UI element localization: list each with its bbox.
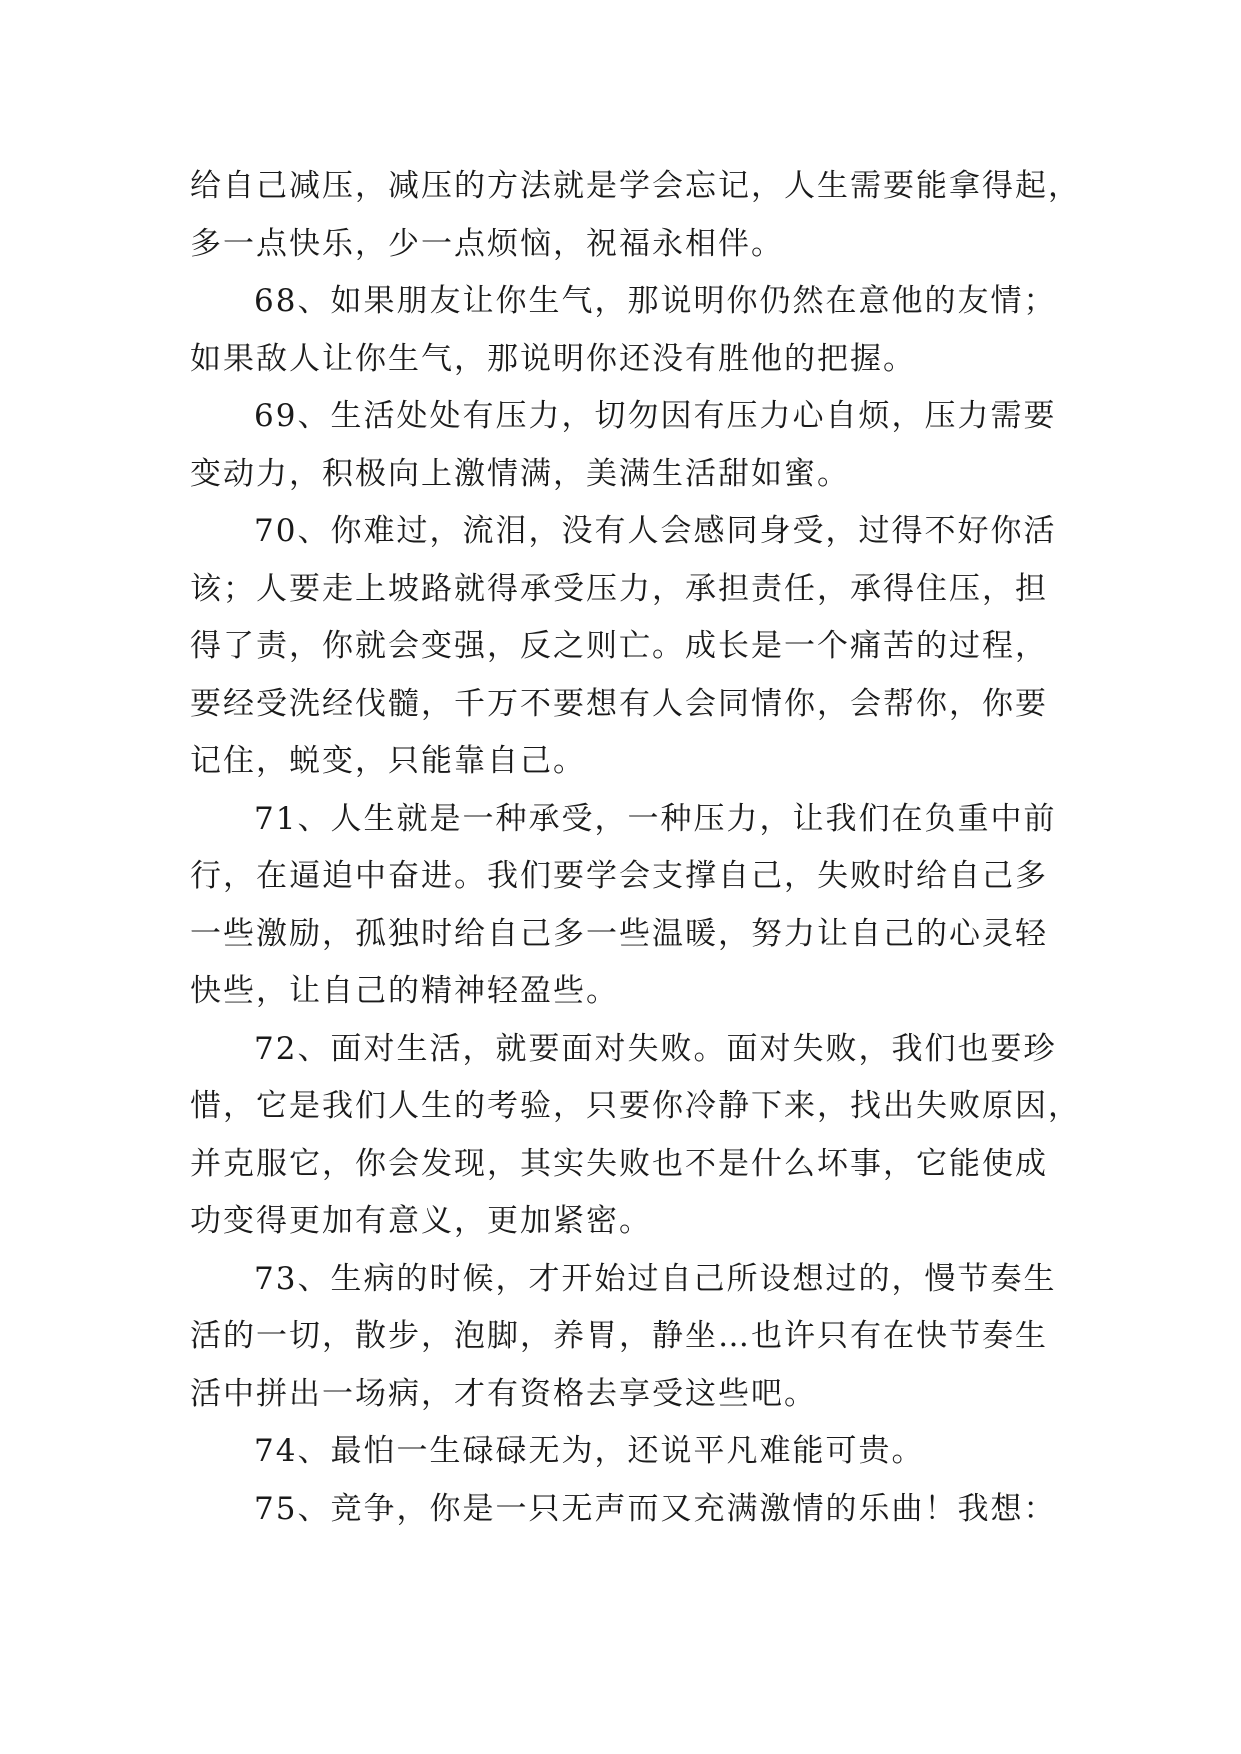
text-line: 功变得更加有意义，更加紧密。 [190, 1203, 652, 1239]
paragraph-72-line: 72、面对生活，就要面对失败。面对失败，我们也要珍 [254, 1030, 1057, 1067]
text-line: 记住，蜕变，只能靠自己。 [190, 743, 586, 779]
paragraph-71-line: 71、人生就是一种承受，一种压力，让我们在负重中前 [254, 800, 1057, 837]
text-line: 快些，让自己的精神轻盈些。 [190, 973, 619, 1009]
paragraph-69-line: 69、生活处处有压力，切勿因有压力心自烦，压力需要 [254, 398, 1057, 434]
text-line: 变动力，积极向上激情满，美满生活甜如蜜。 [190, 455, 850, 492]
paragraph-73-line: 73、生病的时候，才开始过自己所设想过的，慢节奏生 [254, 1260, 1057, 1297]
text-line: 该；人要走上坡路就得承受压力，承担责任，承得住压，担 [190, 570, 1048, 607]
paragraph-70-line: 70、你难过，流泪，没有人会感同身受，过得不好你活 [254, 513, 1057, 549]
text-line: 多一点快乐，少一点烦恼，祝福永相伴。 [190, 225, 784, 262]
paragraph-74-line: 74、最怕一生碌碌无为，还说平凡难能可贵。 [254, 1433, 925, 1469]
text-line: 要经受洗经伐髓，千万不要想有人会同情你，会帮你，你要 [190, 685, 1048, 722]
text-line: 惜，它是我们人生的考验，只要你冷静下来，找出失败原因， [190, 1088, 1081, 1124]
paragraph-75-line: 75、竞争，你是一只无声而又充满激情的乐曲！我想： [254, 1490, 1057, 1527]
text-line: 并克服它，你会发现，其实失败也不是什么坏事，它能使成 [190, 1145, 1048, 1182]
text-line: 一些激励，孤独时给自己多一些温暖，努力让自己的心灵轻 [190, 915, 1048, 952]
text-line: 活中拼出一场病，才有资格去享受这些吧。 [190, 1375, 817, 1412]
text-line: 行，在逼迫中奋进。我们要学会支撑自己，失败时给自己多 [190, 858, 1048, 894]
document-body [190, 158, 1081, 1538]
text-line: 活的一切，散步，泡脚，养胃，静坐…也许只有在快节奏生 [190, 1318, 1048, 1354]
paragraph-68-line: 68、如果朋友让你生气，那说明你仍然在意他的友情； [254, 283, 1057, 319]
text-line: 如果敌人让你生气，那说明你还没有胜他的把握。 [190, 340, 916, 377]
text-line: 给自己减压，减压的方法就是学会忘记，人生需要能拿得起， [190, 168, 1081, 204]
text-line: 得了责，你就会变强，反之则亡。成长是一个痛苦的过程， [190, 628, 1048, 664]
